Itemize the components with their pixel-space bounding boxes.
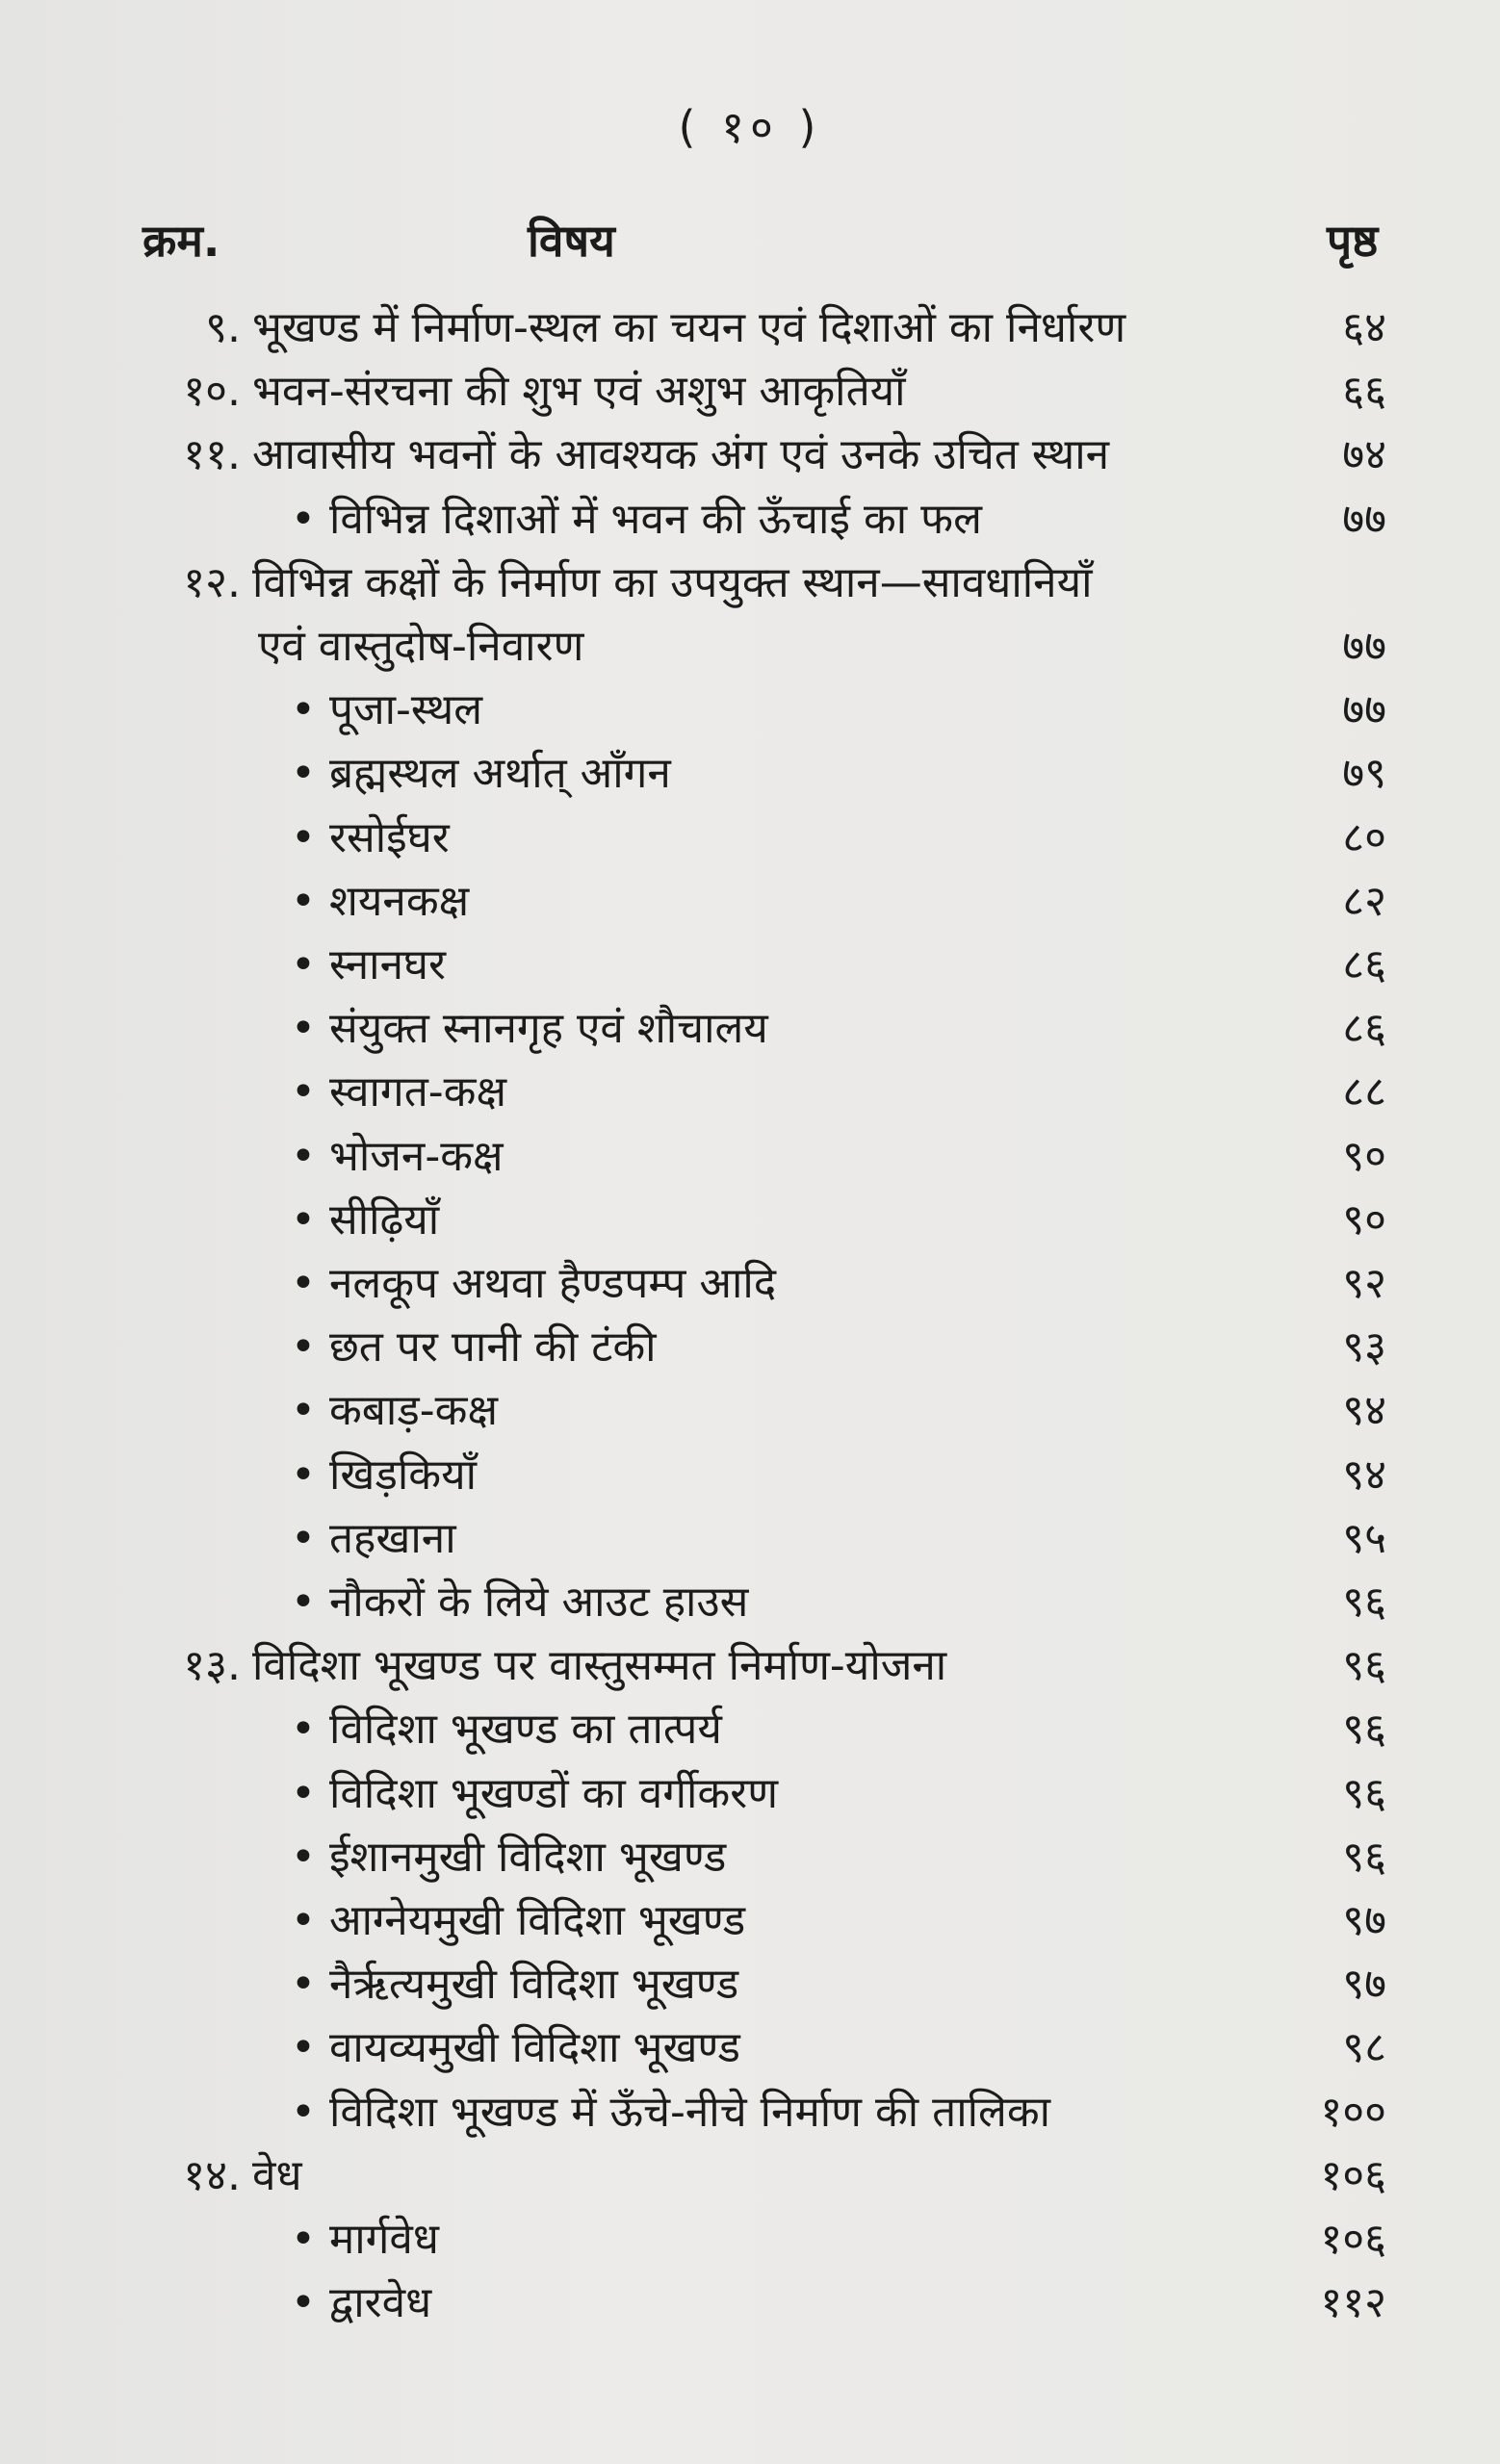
- toc-subentry: [0, 1571, 1500, 1634]
- toc-subentry: [0, 488, 1500, 552]
- entry-title: एवं वास्तुदोष-निवारण: [258, 622, 584, 671]
- entry-title: • ब्रह्मस्थल अर्थात् आँगन: [291, 742, 671, 806]
- entry-title: • विदिशा भूखण्डों का वर्गीकरण: [291, 1762, 778, 1826]
- entry-title: • छत पर पानी की टंकी: [291, 1316, 657, 1379]
- toc-entry: [0, 552, 1500, 615]
- toc-subentry: [0, 1316, 1500, 1379]
- entry-page-number: ६६: [1342, 367, 1386, 416]
- entry-title: • नलकूप अथवा हैण्डपम्प आदि: [291, 1252, 776, 1316]
- page-number: ( १० ): [678, 101, 822, 153]
- toc-entry: [0, 296, 1500, 360]
- toc-subentry: [0, 1125, 1500, 1189]
- toc-subentry: [0, 679, 1500, 742]
- entry-title: • शयनकक्ष: [291, 870, 469, 934]
- toc-subentry: [0, 934, 1500, 997]
- entry-number: १०.: [183, 367, 241, 416]
- entry-page-number: ९३: [1342, 1322, 1386, 1372]
- entry-title: वेध: [252, 2151, 302, 2200]
- entry-number: ९.: [205, 303, 241, 352]
- entry-title: भूखण्ड में निर्माण-स्थल का चयन एवं दिशाओं का निर्धारण: [252, 303, 1126, 352]
- toc-entry: [0, 424, 1500, 487]
- entry-page-number: ८२: [1342, 877, 1386, 926]
- entry-title: • आग्नेयमुखी विदिशा भूखण्ड: [291, 1889, 745, 1953]
- entry-page-number: १००: [1320, 2088, 1386, 2137]
- entry-page-number: ८६: [1342, 1004, 1386, 1053]
- header-subject: विषय: [528, 215, 615, 267]
- entry-page-number: ९५: [1342, 1514, 1386, 1563]
- entry-title: • स्वागत-कक्ष: [291, 1061, 506, 1124]
- toc-subentry: [0, 1252, 1500, 1316]
- entry-page-number: ८८: [1342, 1067, 1386, 1116]
- entry-page-number: ९६: [1342, 1578, 1386, 1627]
- toc-subentry: [0, 1379, 1500, 1443]
- toc-subentry: [0, 2081, 1500, 2144]
- toc-subentry: [0, 1444, 1500, 1507]
- entry-title: • तहखाना: [291, 1507, 456, 1571]
- toc-entry: [0, 360, 1500, 424]
- entry-title: आवासीय भवनों के आवश्यक अंग एवं उनके उचित स्थान: [252, 430, 1110, 479]
- entry-number: १२.: [183, 558, 241, 607]
- toc-subentry: [0, 1189, 1500, 1252]
- toc-subentry: [0, 1507, 1500, 1571]
- entry-title: • मार्गवेध: [291, 2208, 439, 2272]
- entry-page-number: ७७: [1342, 495, 1386, 544]
- entry-title: • ईशानमुखी विदिशा भूखण्ड: [291, 1826, 726, 1889]
- entry-page-number: ९६: [1342, 1705, 1386, 1754]
- entry-page-number: ९४: [1342, 1450, 1386, 1500]
- toc-subentry: [0, 1889, 1500, 1953]
- entry-title: • वायव्यमुखी विदिशा भूखण्ड: [291, 2016, 740, 2080]
- entry-page-number: ९२: [1342, 1259, 1386, 1308]
- toc-subentry: [0, 1698, 1500, 1761]
- toc-subentry: [0, 870, 1500, 934]
- entry-title: • विदिशा भूखण्ड में ऊँचे-नीचे निर्माण की तालिका: [291, 2081, 1050, 2144]
- entry-page-number: ९८: [1342, 2023, 1386, 2072]
- entry-page-number: ९६: [1342, 1833, 1386, 1882]
- entry-page-number: ९६: [1342, 1641, 1386, 1690]
- toc-subentry: [0, 1826, 1500, 1889]
- entry-title: • रसोईघर: [291, 807, 450, 870]
- toc-entry: [0, 1634, 1500, 1698]
- toc-subentry: [0, 1061, 1500, 1124]
- entry-title: • नौकरों के लिये आउट हाउस: [291, 1571, 748, 1634]
- header-page: पृष्ठ: [1327, 215, 1379, 267]
- entry-page-number: ९६: [1342, 1769, 1386, 1818]
- entry-number: ११.: [183, 430, 241, 479]
- toc-subentry: [0, 997, 1500, 1061]
- entry-title: • खिड़कियाँ: [291, 1444, 477, 1507]
- entry-page-number: ११२: [1320, 2278, 1386, 2327]
- entry-title: • विभिन्न दिशाओं में भवन की ऊँचाई का फल: [291, 488, 982, 552]
- entry-page-number: ९७: [1342, 1960, 1386, 2009]
- entry-number: १३.: [183, 1641, 241, 1690]
- entry-title: भवन-संरचना की शुभ एवं अशुभ आकृतियाँ: [252, 367, 906, 416]
- entry-title: • संयुक्त स्नानगृह एवं शौचालय: [291, 997, 768, 1061]
- entry-page-number: ६४: [1342, 303, 1386, 352]
- entry-page-number: १०६: [1320, 2151, 1386, 2200]
- entry-page-number: ७७: [1342, 622, 1386, 671]
- entry-page-number: ८६: [1342, 940, 1386, 989]
- toc-subentry: [0, 1953, 1500, 2016]
- entry-page-number: ८०: [1342, 813, 1386, 862]
- entry-title: • कबाड़-कक्ष: [291, 1379, 498, 1443]
- entry-title: विदिशा भूखण्ड पर वास्तुसम्मत निर्माण-योजना: [252, 1641, 947, 1690]
- entry-page-number: १०६: [1320, 2215, 1386, 2264]
- toc-subentry: [0, 2208, 1500, 2272]
- entry-title: • पूजा-स्थल: [291, 679, 482, 742]
- toc-subentry: [0, 742, 1500, 806]
- toc-subentry: [0, 2016, 1500, 2080]
- entry-title: • सीढ़ियाँ: [291, 1189, 439, 1252]
- entry-page-number: ७९: [1342, 749, 1386, 798]
- entry-title: • भोजन-कक्ष: [291, 1125, 504, 1189]
- toc-subentry: [0, 807, 1500, 870]
- entry-page-number: ९७: [1342, 1896, 1386, 1945]
- entry-page-number: ९०: [1342, 1132, 1386, 1181]
- entry-title: • विदिशा भूखण्ड का तात्पर्य: [291, 1698, 722, 1761]
- entry-number: १४.: [183, 2151, 241, 2200]
- entry-page-number: ७७: [1342, 685, 1386, 734]
- entry-page-number: ९४: [1342, 1386, 1386, 1435]
- entry-page-number: ७४: [1342, 430, 1386, 479]
- entry-page-number: ९०: [1342, 1195, 1386, 1245]
- toc-subentry: [0, 1762, 1500, 1826]
- entry-title: विभिन्न कक्षों के निर्माण का उपयुक्त स्थान—सावधानियाँ: [252, 558, 1093, 607]
- toc-entry: [0, 615, 1500, 679]
- entry-title: • नैर्ऋत्यमुखी विदिशा भूखण्ड: [291, 1953, 738, 2016]
- entry-title: • स्नानघर: [291, 934, 446, 997]
- entry-title: • द्वारवेध: [291, 2272, 431, 2335]
- header-serial: क्रम.: [142, 215, 220, 267]
- toc-subentry: [0, 2272, 1500, 2335]
- toc-entry: [0, 2144, 1500, 2208]
